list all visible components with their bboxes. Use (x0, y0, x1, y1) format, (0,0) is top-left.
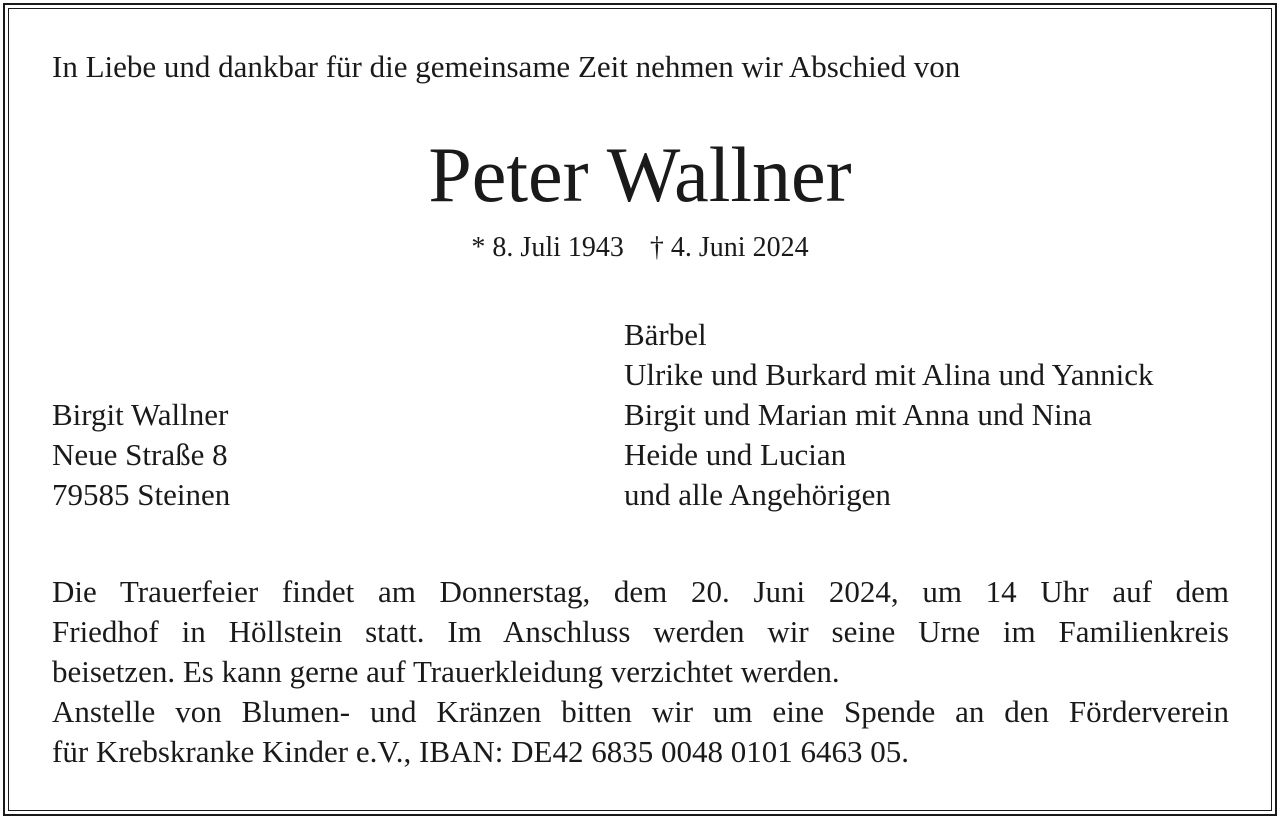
funeral-notice (52, 572, 1229, 772)
deceased-name: Peter Wallner (428, 131, 852, 218)
mourner-line: Birgit und Marian mit Anna und Nina (624, 397, 1092, 432)
notice-line: beisetzen. Es kann gerne auf Trauerkleidung verzichtet werden. (52, 654, 840, 689)
mourner-line: Ulrike und Burkard mit Alina und Yannick (624, 357, 1154, 392)
mourner-line: und alle Angehörigen (624, 477, 891, 512)
notice-line: für Krebskranke Kinder e.V., IBAN: DE42 6835 0048 0101 6463 05. (52, 734, 909, 769)
contact-address (52, 395, 230, 515)
contact-street: Neue Straße 8 (52, 437, 228, 472)
birth-date: * 8. Juli 1943 (471, 232, 624, 263)
mourners-list (624, 315, 1154, 515)
contact-city: 79585 Steinen (52, 477, 231, 512)
notice-line: Anstelle von Blumen- und Kränzen bitten wir um eine Spende an den Förderverein (52, 694, 1229, 729)
life-dates (0, 228, 1280, 268)
notice-line: Die Trauerfeier findet am Donnerstag, dem 20. Juni 2024, um 14 Uhr auf dem (52, 574, 1229, 609)
notice-line: Friedhof in Höllstein statt. Im Anschluss werden wir seine Urne im Familienkreis (52, 614, 1229, 649)
death-date: † 4. Juni 2024 (649, 232, 809, 263)
contact-name: Birgit Wallner (52, 397, 229, 432)
mourner-line: Bärbel (624, 317, 707, 352)
intro-text: In Liebe und dankbar für die gemeinsame Zeit nehmen wir Abschied von (52, 49, 961, 84)
mourner-line: Heide und Lucian (624, 437, 847, 472)
